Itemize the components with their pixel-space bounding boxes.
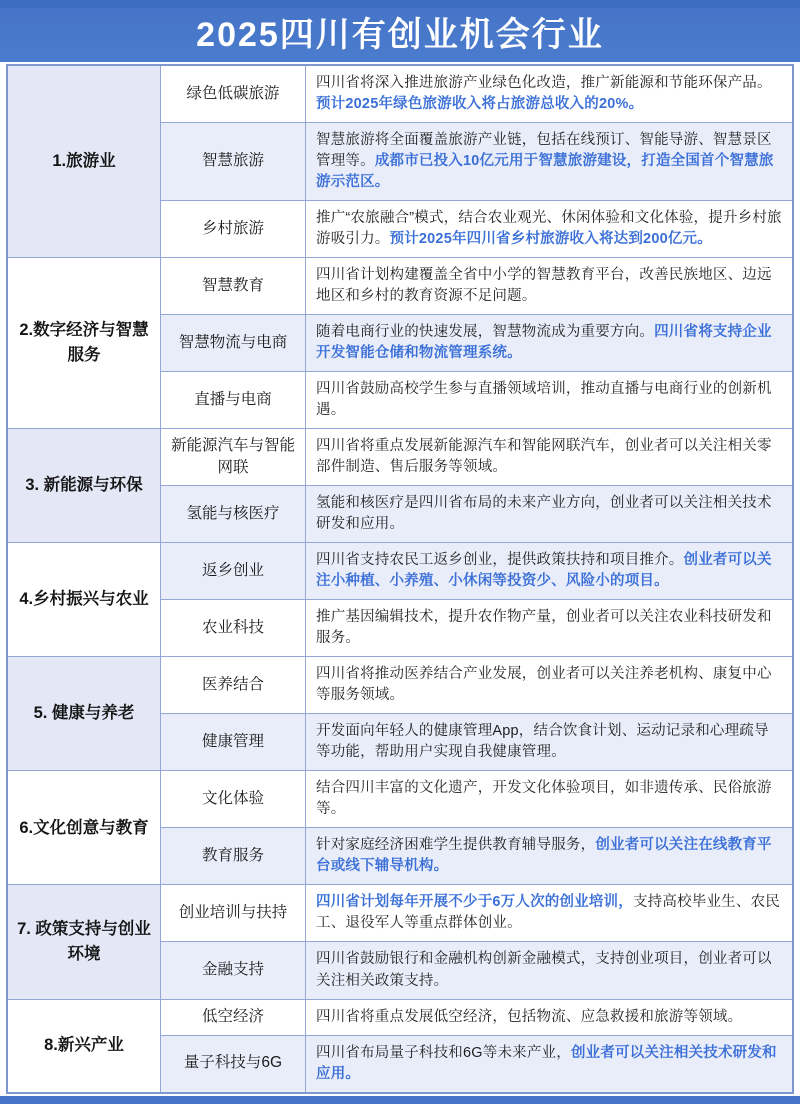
text-segment: 四川省计划构建覆盖全省中小学的智慧教育平台，改善民族地区、边远地区和乡村的教育资源不足问题。 bbox=[316, 267, 772, 305]
table-row bbox=[7, 771, 793, 828]
subcategory-cell: 氢能与核医疗 bbox=[161, 486, 306, 543]
subcategory-cell: 智慧物流与电商 bbox=[161, 315, 306, 372]
bottom-border-bar bbox=[0, 1096, 800, 1104]
highlight-segment: 创业者可以关注相关技术研发和应用。 bbox=[316, 1044, 777, 1082]
description-cell bbox=[306, 885, 794, 942]
highlight-segment: 创业者可以关注在线教育平台或线下辅导机构。 bbox=[316, 837, 772, 875]
subcategory-cell: 量子科技与6G bbox=[161, 1035, 306, 1093]
category-cell: 7. 政策支持与创业环境 bbox=[7, 885, 161, 999]
description-cell bbox=[306, 600, 794, 657]
subcategory-cell: 创业培训与扶持 bbox=[161, 885, 306, 942]
subcategory-cell: 直播与电商 bbox=[161, 372, 306, 429]
subcategory-cell: 金融支持 bbox=[161, 942, 306, 999]
text-segment: 四川省将重点发展低空经济，包括物流、应急救援和旅游等领域。 bbox=[316, 1008, 743, 1025]
highlight-segment: 预计2025年绿色旅游收入将占旅游总收入的20%。 bbox=[316, 96, 644, 113]
category-cell: 5. 健康与养老 bbox=[7, 657, 161, 771]
highlight-segment: 创业者可以关注小种植、小养殖、小休闲等投资少、风险小的项目。 bbox=[316, 552, 772, 590]
subcategory-cell: 医养结合 bbox=[161, 657, 306, 714]
table-row bbox=[7, 885, 793, 942]
description-cell bbox=[306, 315, 794, 372]
text-segment: 四川省布局量子科技和6G等未来产业， bbox=[316, 1044, 571, 1061]
text-segment: 氢能和核医疗是四川省布局的未来产业方向，创业者可以关注相关技术研发和应用。 bbox=[316, 495, 772, 533]
category-cell: 8.新兴产业 bbox=[7, 999, 161, 1093]
subcategory-cell: 返乡创业 bbox=[161, 543, 306, 600]
text-segment: 四川省鼓励银行和金融机构创新金融模式，支持创业项目，创业者可以关注相关政策支持。 bbox=[316, 951, 772, 989]
subcategory-cell: 健康管理 bbox=[161, 714, 306, 771]
text-segment: 智慧旅游将全面覆盖旅游产业链，包括在线预订、智能导游、智慧景区管理等。 bbox=[316, 132, 772, 170]
highlight-segment: 预计2025年四川省乡村旅游收入将达到200亿元。 bbox=[389, 231, 712, 248]
subcategory-cell: 智慧旅游 bbox=[161, 123, 306, 201]
subcategory-cell: 乡村旅游 bbox=[161, 201, 306, 258]
subcategory-cell: 文化体验 bbox=[161, 771, 306, 828]
subcategory-cell: 智慧教育 bbox=[161, 258, 306, 315]
table-row bbox=[7, 65, 793, 123]
description-cell bbox=[306, 942, 794, 999]
text-segment: 推广“农旅融合”模式，结合农业观光、休闲体验和文化体验，提升乡村旅游吸引力。 bbox=[316, 210, 782, 248]
table-row bbox=[7, 657, 793, 714]
description-cell bbox=[306, 201, 794, 258]
text-segment: 四川省鼓励高校学生参与直播领域培训，推动直播与电商行业的创新机遇。 bbox=[316, 381, 772, 419]
description-cell bbox=[306, 714, 794, 771]
description-cell bbox=[306, 123, 794, 201]
description-cell bbox=[306, 657, 794, 714]
table-row bbox=[7, 999, 793, 1035]
description-cell bbox=[306, 372, 794, 429]
table-row bbox=[7, 543, 793, 600]
subcategory-cell: 绿色低碳旅游 bbox=[161, 65, 306, 123]
table-row bbox=[7, 258, 793, 315]
description-cell bbox=[306, 486, 794, 543]
description-cell bbox=[306, 258, 794, 315]
text-segment: 四川省将重点发展新能源汽车和智能网联汽车，创业者可以关注相关零部件制造、售后服务等领域。 bbox=[316, 438, 772, 476]
text-segment: 四川省将推动医养结合产业发展，创业者可以关注养老机构、康复中心等服务领域。 bbox=[316, 666, 772, 704]
description-cell bbox=[306, 543, 794, 600]
description-cell bbox=[306, 771, 794, 828]
highlight-segment: 四川省将支持企业开发智能仓储和物流管理系统。 bbox=[316, 324, 772, 362]
opportunities-table-body bbox=[7, 65, 793, 1093]
text-segment: 针对家庭经济困难学生提供教育辅导服务， bbox=[316, 837, 596, 854]
description-cell bbox=[306, 65, 794, 123]
description-cell bbox=[306, 1035, 794, 1093]
description-cell bbox=[306, 999, 794, 1035]
text-segment: 四川省将深入推进旅游产业绿色化改造，推广新能源和节能环保产品。 bbox=[316, 75, 772, 91]
subcategory-cell: 农业科技 bbox=[161, 600, 306, 657]
subcategory-cell: 新能源汽车与智能网联 bbox=[161, 429, 306, 486]
text-segment: 支持高校毕业生、农民工、退役军人等重点群体创业。 bbox=[316, 894, 780, 932]
category-cell: 2.数字经济与智慧服务 bbox=[7, 258, 161, 429]
subcategory-cell: 教育服务 bbox=[161, 828, 306, 885]
table-container bbox=[0, 62, 800, 1094]
highlight-segment: 成都市已投入10亿元用于智慧旅游建设，打造全国首个智慧旅游示范区。 bbox=[316, 153, 774, 191]
text-segment: 随着电商行业的快速发展，智慧物流成为重要方向。 bbox=[316, 324, 655, 341]
text-segment: 开发面向年轻人的健康管理App，结合饮食计划、运动记录和心理疏导等功能，帮助用户实现自我健康管理。 bbox=[316, 723, 769, 761]
page-title: 2025四川有创业机会行业 bbox=[0, 0, 800, 62]
subcategory-cell: 低空经济 bbox=[161, 999, 306, 1035]
highlight-segment: 四川省计划每年开展不少于6万人次的创业培训， bbox=[316, 894, 633, 911]
table-row bbox=[7, 429, 793, 486]
category-cell: 3. 新能源与环保 bbox=[7, 429, 161, 543]
text-segment: 四川省支持农民工返乡创业，提供政策扶持和项目推介。 bbox=[316, 552, 684, 569]
category-cell: 1.旅游业 bbox=[7, 65, 161, 258]
description-cell bbox=[306, 429, 794, 486]
text-segment: 结合四川丰富的文化遗产，开发文化体验项目，如非遗传承、民俗旅游等。 bbox=[316, 780, 772, 818]
text-segment: 推广基因编辑技术，提升农作物产量，创业者可以关注农业科技研发和服务。 bbox=[316, 609, 772, 647]
category-cell: 6.文化创意与教育 bbox=[7, 771, 161, 885]
description-cell bbox=[306, 828, 794, 885]
category-cell: 4.乡村振兴与农业 bbox=[7, 543, 161, 657]
opportunities-table bbox=[6, 64, 794, 1094]
